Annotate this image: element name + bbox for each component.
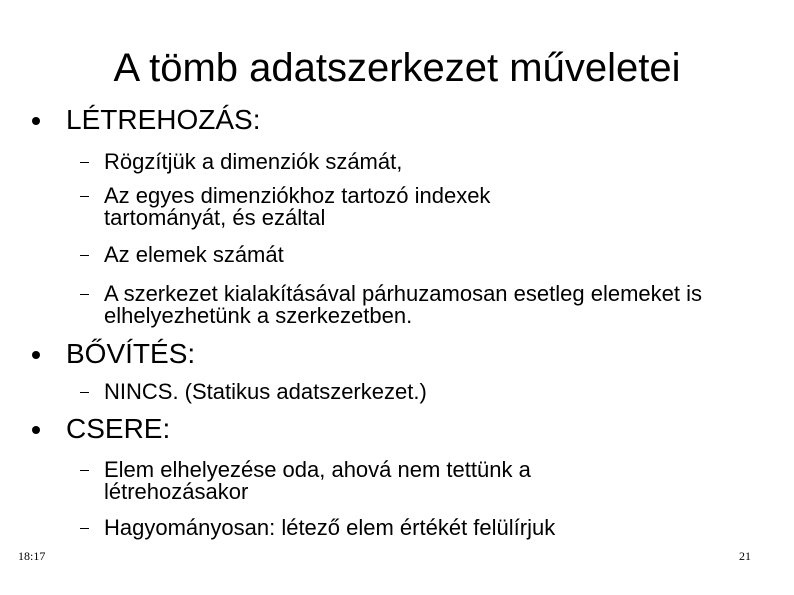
list-item-text: Elem elhelyezése oda, ahová nem tettünk a létrehozásakor [104, 457, 531, 504]
list-item-text: Az elemek számát [104, 242, 284, 267]
dash-bullet-icon [80, 162, 89, 163]
bullet-dot-icon [32, 117, 40, 125]
section-heading-label: LÉTREHOZÁS: [66, 104, 261, 135]
list-item-text: NINCS. (Statikus adatszerkezet.) [104, 379, 427, 404]
list-item-text: Rögzítjük a dimenziók számát, [104, 149, 403, 174]
list-item-text: Hagyományosan: létező elem értékét felülírjuk [104, 515, 556, 540]
section-heading-label: BŐVÍTÉS: [66, 338, 196, 369]
page-number: 21 [739, 549, 751, 563]
list-item-text: A szerkezet kialakításával párhuzamosan esetleg elemeket is elhelyezhetünk a szerkezetben. [104, 281, 702, 328]
dash-bullet-icon [80, 294, 89, 295]
section-heading-label: CSERE: [66, 413, 171, 444]
footer-time: 18:17 [18, 549, 46, 563]
dash-bullet-icon [80, 528, 89, 529]
dash-bullet-icon [80, 392, 89, 393]
bullet-dot-icon [32, 426, 40, 434]
dash-bullet-icon [80, 470, 89, 471]
dash-bullet-icon [80, 196, 89, 197]
list-item-text: Az egyes dimenziókhoz tartozó indexek tartományát, és ezáltal [104, 183, 491, 230]
dash-bullet-icon [80, 255, 89, 256]
bullet-dot-icon [32, 351, 40, 359]
slide-title: A tömb adatszerkezet műveletei [113, 46, 681, 90]
